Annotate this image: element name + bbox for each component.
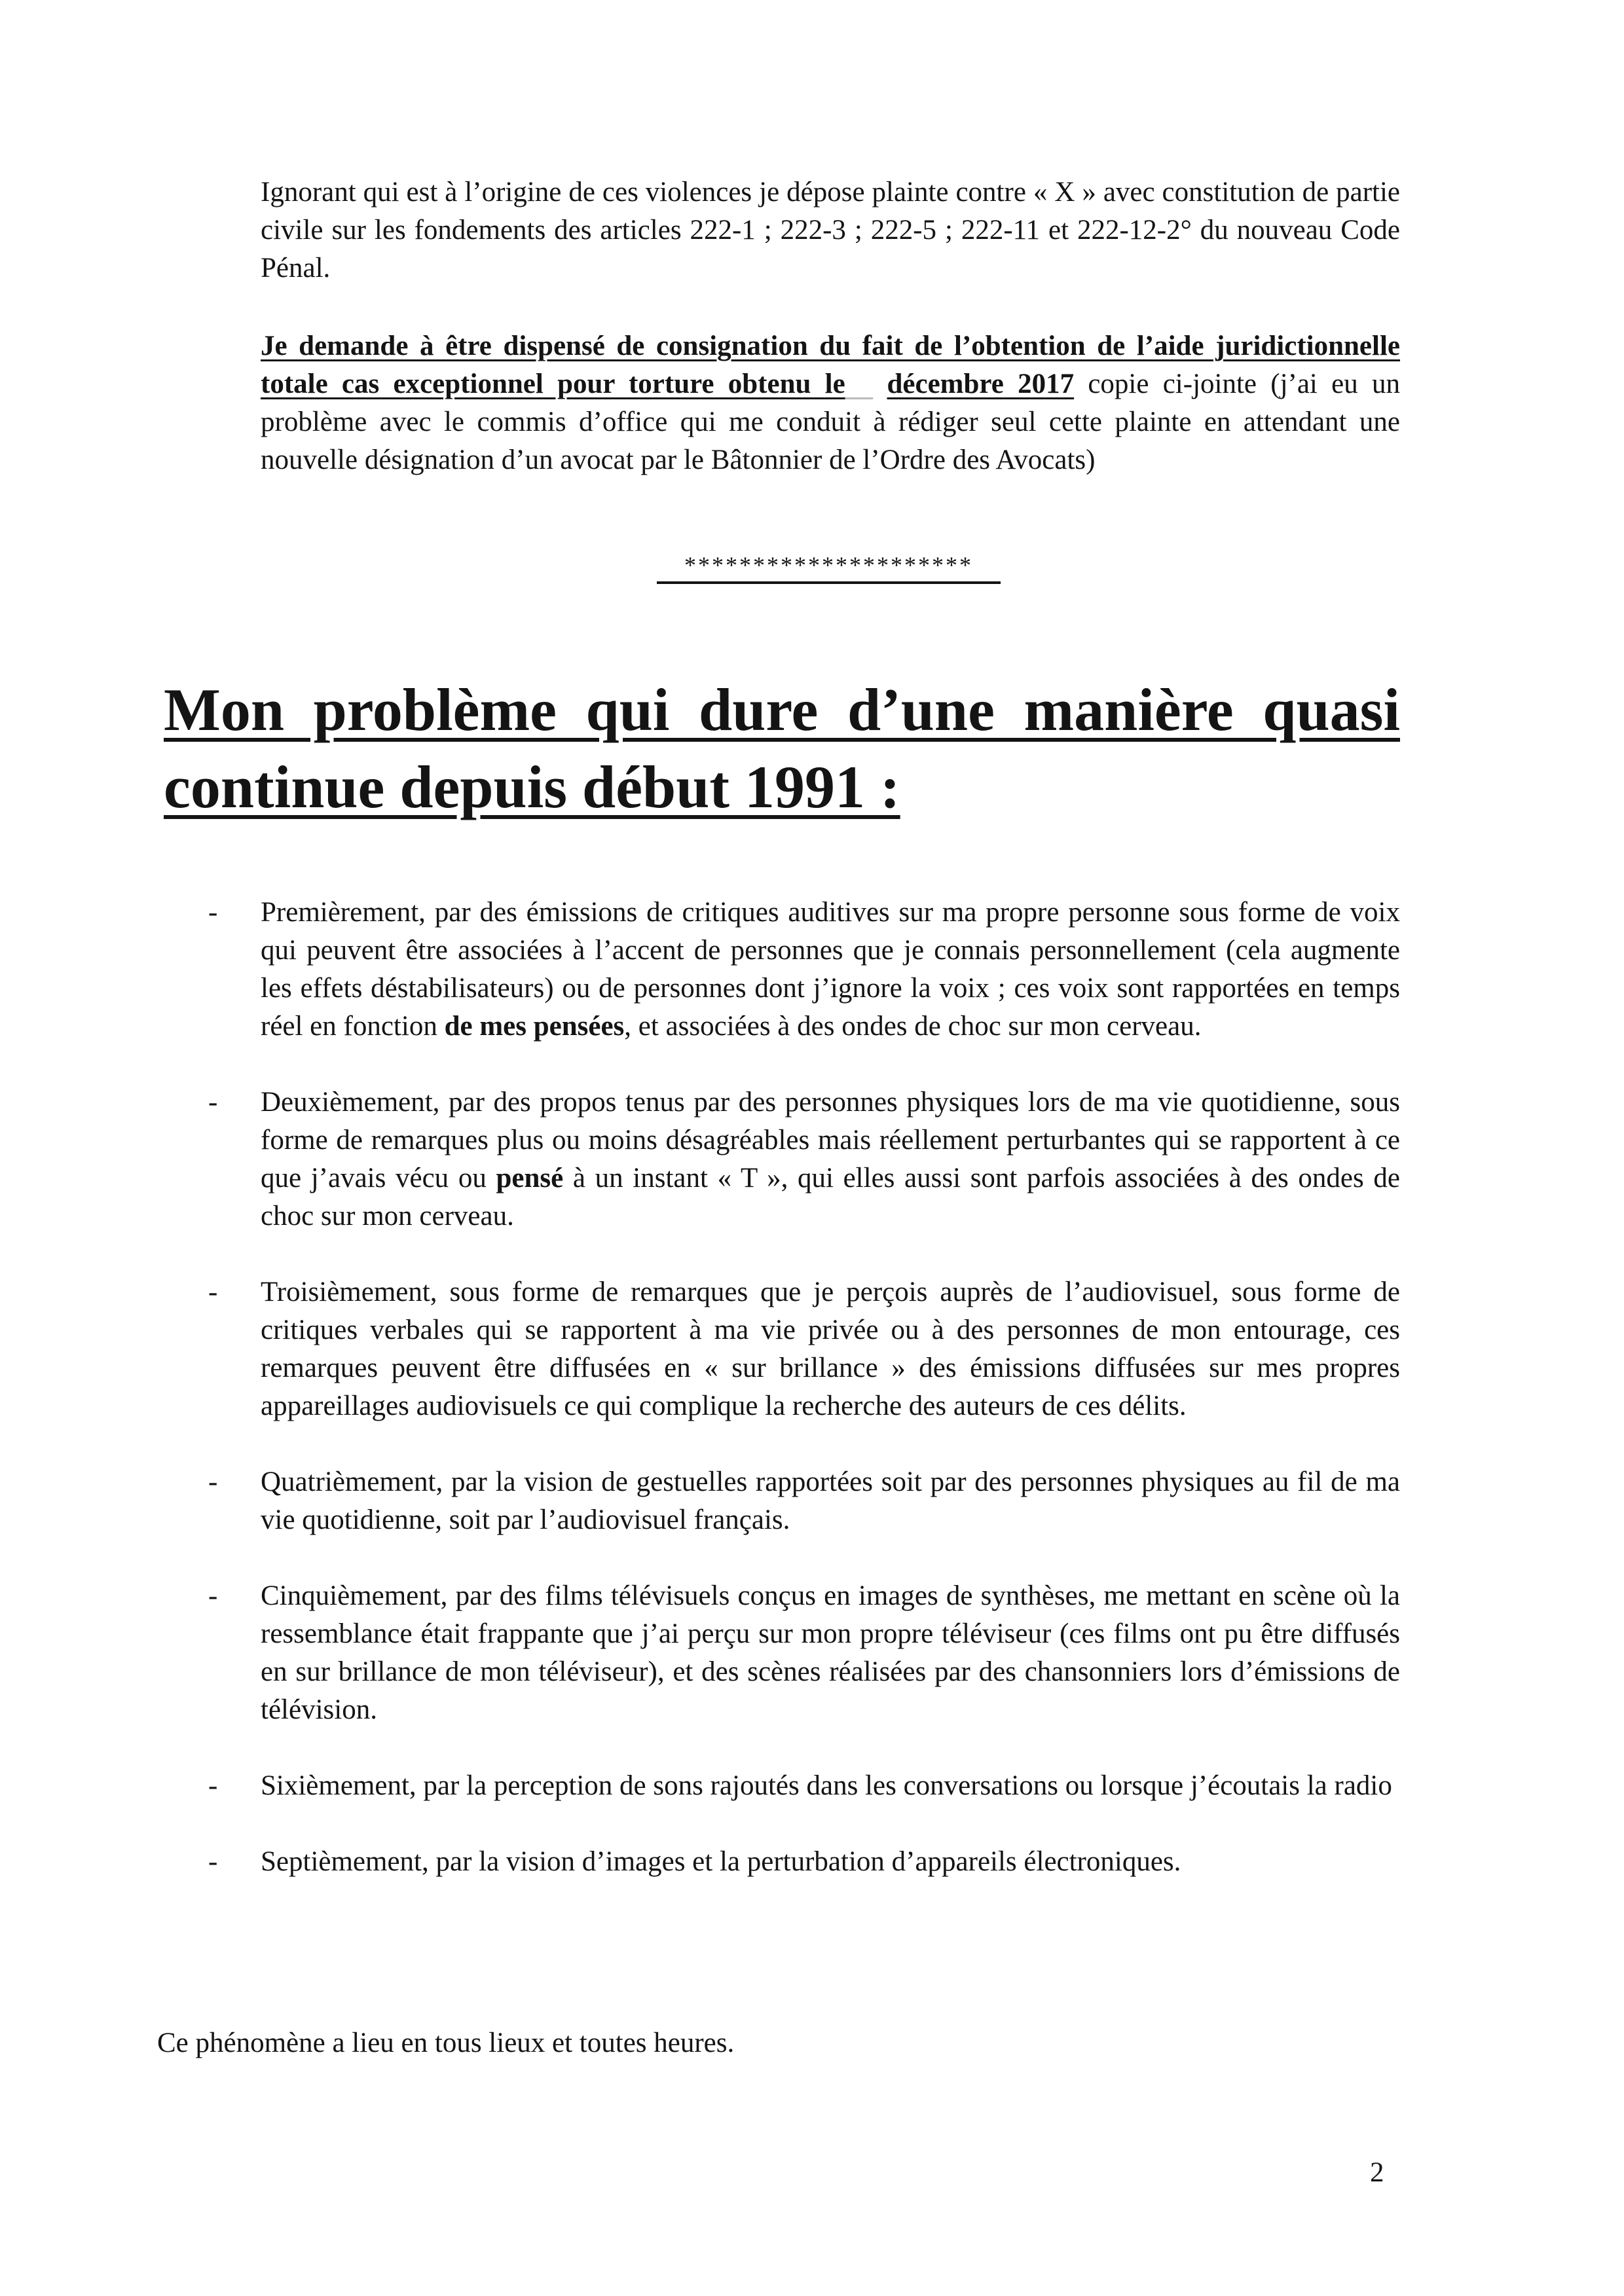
list-dash: - [208,1277,218,1307]
list-item [208,1463,1400,1539]
list-item [208,1767,1400,1805]
list-item-emphasis: de mes pensées [444,1011,625,1042]
list-item-text: Sixièmement, par la perception de sons rajoutés dans les conversations ou lorsque j’écoutais la radio [261,1770,1392,1801]
list-item-text: Quatrièmement, par la vision de gestuelles rapportées soit par des personnes physiques au fil de ma vie quotidienne, soit par l’audiovisuel français. [261,1467,1400,1535]
legal-aid-request-date: décembre 2017 [887,369,1075,399]
list-item [208,1273,1400,1425]
list-dash: - [208,1087,218,1118]
section-separator: ********************* [657,551,1001,584]
closing-sentence: Ce phénomène a lieu en tous lieux et toutes heures. [157,2028,735,2058]
intro-paragraph: Ignorant qui est à l’origine de ces violences je dépose plainte contre « X » avec constitution de partie civile sur les fondements des articles 222-1 ; 222-3 ; 222-5 ; 222-11 et 222-12-2° du nouveau Code Pénal. [261,177,1400,283]
list-item-text: Premièrement, par des émissions de critiques auditives sur ma propre personne sous forme de voix qui peuvent être associées à l’accent de personnes que je connais personnellement (cela augmente les effets déstabilisateurs) ou de personnes dont j’ignore la voix ; ces voix sont rapportées en temps réel en fonction [261,897,1400,1042]
list-item [208,1084,1400,1235]
redacted-day [845,369,874,399]
legal-aid-request-paragraph [261,327,1400,479]
list-item-text: Septièmement, par la vision d’images et la perturbation d’appareils électroniques. [261,1846,1181,1877]
manifestations-list [208,894,1400,1919]
list-item-text: Cinquièmement, par des films télévisuels conçus en images de synthèses, me mettant en scène où la ressemblance était frappante que j’ai perçu sur mon propre téléviseur (ces films ont pu être diffusés en sur brillance de mon téléviseur), et des scènes réalisées par des chansonniers lors d’émissions de télévision. [261,1580,1400,1725]
list-dash: - [208,1846,218,1877]
list-item-text-end: à un instant « T », qui elles aussi sont parfois associées à des ondes de choc sur mon cerveau. [261,1163,1400,1231]
legal-aid-request-bold: Je demande à être dispensé de consignation du fait de l’obtention de l’aide juridictionnelle totale cas exceptionnel pour torture obtenu le [261,331,1400,399]
list-item-text-end: , et associées à des ondes de choc sur mon cerveau. [624,1011,1202,1042]
list-item-emphasis: pensé [496,1163,564,1194]
list-dash: - [208,1770,218,1801]
section-heading: Mon problème qui dure d’une manière quasi continue depuis début 1991 : [164,676,1400,820]
list-dash: - [208,897,218,928]
list-item [208,1843,1400,1881]
list-item [208,1577,1400,1729]
list-item-text: Deuxièmement, par des propos tenus par des personnes physiques lors de ma vie quotidienne, sous forme de remarques plus ou moins désagréables mais réellement perturbantes qui se rapportent à ce que j’avais vécu ou [261,1087,1400,1194]
list-item-text: Troisièmement, sous forme de remarques que je perçois auprès de l’audiovisuel, sous forme de critiques verbales qui se rapportent à ma vie privée ou à des personnes de mon entourage, ces remarques peuvent être diffusées en « sur brillance » des émissions diffusées sur mes propres appareillages audiovisuels ce qui complique la recherche des auteurs de ces délits. [261,1277,1400,1421]
list-dash: - [208,1580,218,1611]
list-item [208,894,1400,1046]
list-dash: - [208,1467,218,1497]
legal-aid-request-rest: copie ci-jointe (j’ai eu un problème avec le commis d’office qui me conduit à rédiger seul cette plainte en attendant une nouvelle désignation d’un avocat par le Bâtonnier de l’Ordre des Avocats) [261,369,1400,475]
page-number: 2 [1370,2157,1384,2188]
